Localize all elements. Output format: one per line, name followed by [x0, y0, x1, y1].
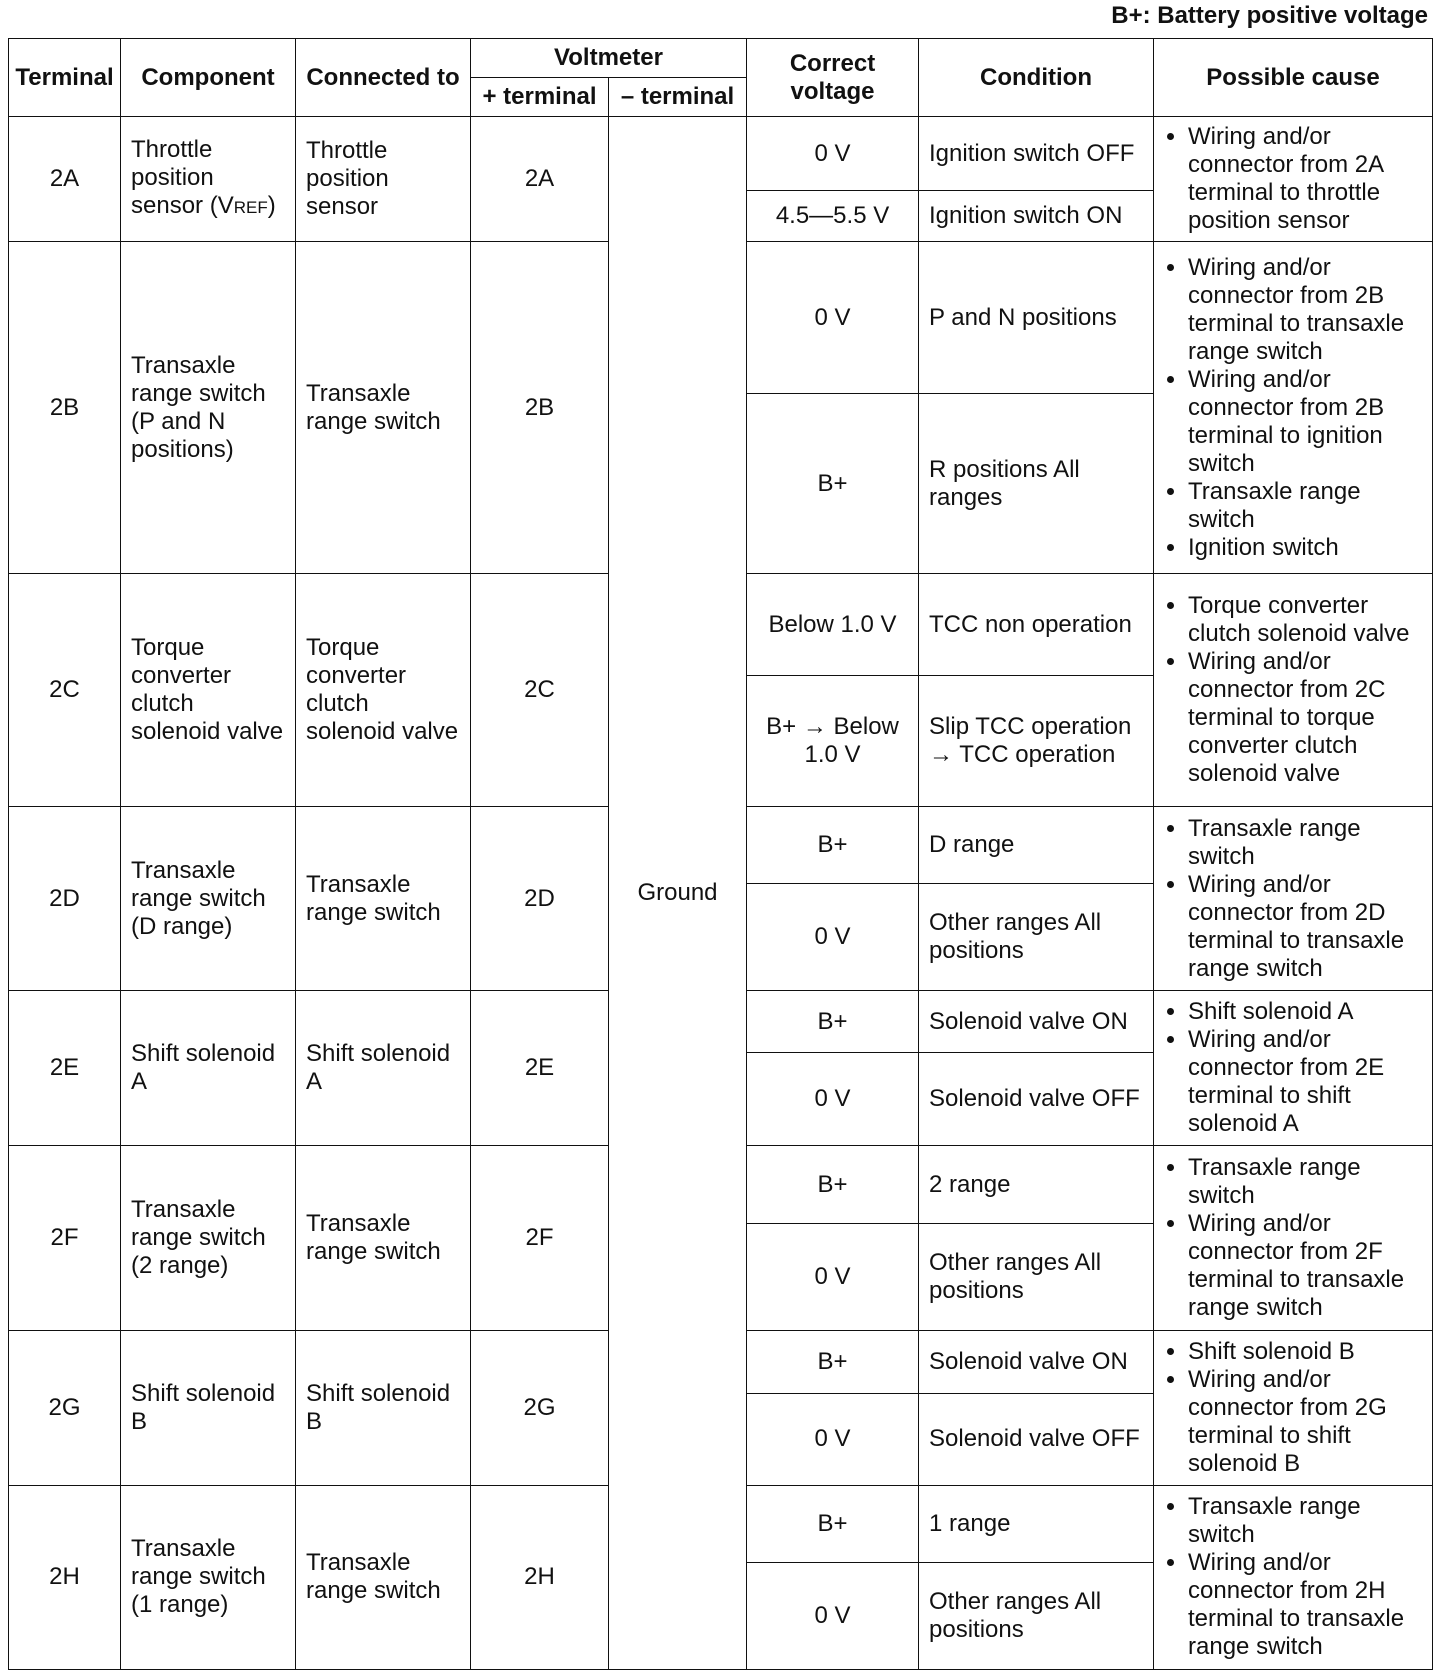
terminal-cell: 2F	[9, 1146, 121, 1330]
plus-terminal-cell: 2C	[471, 574, 609, 807]
correct-voltage-cell: 0 V	[747, 242, 919, 393]
cause-list	[1164, 1154, 1422, 1322]
header-connected-to: Connected to	[296, 39, 471, 117]
plus-terminal-cell: 2A	[471, 117, 609, 242]
plus-terminal-cell: 2H	[471, 1485, 609, 1669]
connected-to-cell: Transaxle range switch	[296, 242, 471, 574]
cause-item: • Ignition switch	[1188, 534, 1422, 562]
correct-voltage-cell: Below 1.0 V	[747, 574, 919, 676]
cause-list	[1164, 1338, 1422, 1478]
condition-cell: Slip TCC operation → TCC operation	[919, 676, 1154, 807]
correct-voltage-cell: 0 V	[747, 1394, 919, 1485]
table-header	[9, 39, 1433, 117]
cause-list	[1164, 998, 1422, 1138]
connected-to-cell: Shift solenoid B	[296, 1330, 471, 1485]
component-cell: Transaxle range switch (2 range)	[121, 1146, 296, 1330]
header-voltmeter: Voltmeter	[471, 39, 747, 78]
header-terminal: Terminal	[9, 39, 121, 117]
condition-cell: Other ranges All positions	[919, 1223, 1154, 1330]
correct-voltage-cell: B+	[747, 1146, 919, 1223]
plus-terminal-cell: 2E	[471, 991, 609, 1146]
header-minus-terminal: – terminal	[609, 78, 747, 117]
component-text: Throttle position sensor (V	[131, 136, 234, 220]
cause-item: • Transaxle range switch	[1188, 478, 1422, 534]
component-subscript: REF	[233, 198, 268, 218]
correct-voltage-cell: B+	[747, 1485, 919, 1562]
header-correct-voltage: Correct voltage	[747, 39, 919, 117]
terminal-cell: 2C	[9, 574, 121, 807]
component-text-end: )	[267, 192, 276, 220]
table-body	[9, 117, 1433, 1670]
condition-cell: Other ranges All positions	[919, 1562, 1154, 1669]
possible-cause-cell	[1154, 807, 1433, 991]
condition-cell: 2 range	[919, 1146, 1154, 1223]
cause-item: • Transaxle range switch	[1188, 815, 1422, 871]
cause-item: • Wiring and/or connector from 2G terminal to shift solenoid B	[1188, 1366, 1422, 1478]
connected-to-cell: Shift solenoid A	[296, 991, 471, 1146]
cause-item: • Wiring and/or connector from 2A terminal to throttle position sensor	[1188, 123, 1422, 235]
component-cell: Transaxle range switch (1 range)	[121, 1485, 296, 1669]
cause-item: • Wiring and/or connector from 2B terminal to transaxle range switch	[1188, 254, 1422, 366]
connected-to-cell: Torque converter clutch solenoid valve	[296, 574, 471, 807]
plus-terminal-cell: 2D	[471, 807, 609, 991]
condition-cell: Solenoid valve OFF	[919, 1052, 1154, 1146]
terminal-cell: 2B	[9, 242, 121, 574]
possible-cause-cell	[1154, 1330, 1433, 1485]
connected-to-cell: Transaxle range switch	[296, 1146, 471, 1330]
condition-cell: Solenoid valve OFF	[919, 1394, 1154, 1485]
possible-cause-cell	[1154, 991, 1433, 1146]
connected-to-cell: Transaxle range switch	[296, 1485, 471, 1669]
cause-item: • Wiring and/or connector from 2B terminal to ignition switch	[1188, 366, 1422, 478]
possible-cause-cell	[1154, 1485, 1433, 1669]
connected-to-cell: Transaxle range switch	[296, 807, 471, 991]
terminal-cell: 2D	[9, 807, 121, 991]
component-cell: Transaxle range switch (P and N positions)	[121, 242, 296, 574]
cause-item: • Shift solenoid B	[1188, 1338, 1422, 1366]
cause-list	[1164, 123, 1422, 235]
terminal-cell: 2H	[9, 1485, 121, 1669]
possible-cause-cell	[1154, 117, 1433, 242]
terminal-cell: 2G	[9, 1330, 121, 1485]
correct-voltage-cell: 4.5—5.5 V	[747, 191, 919, 242]
cause-item: • Torque converter clutch solenoid valve	[1188, 592, 1422, 648]
condition-cell: TCC non operation	[919, 574, 1154, 676]
component-cell: Torque converter clutch solenoid valve	[121, 574, 296, 807]
header-component: Component	[121, 39, 296, 117]
correct-voltage-cell: B+	[747, 807, 919, 884]
correct-voltage-cell: 0 V	[747, 117, 919, 191]
correct-voltage-cell: B+	[747, 991, 919, 1052]
cause-item: • Transaxle range switch	[1188, 1493, 1422, 1549]
plus-terminal-cell: 2G	[471, 1330, 609, 1485]
correct-voltage-cell: 0 V	[747, 1223, 919, 1330]
terminal-cell: 2A	[9, 117, 121, 242]
table-row	[9, 117, 1433, 191]
correct-voltage-cell: 0 V	[747, 1562, 919, 1669]
cause-item: • Wiring and/or connector from 2H terminal to transaxle range switch	[1188, 1549, 1422, 1661]
component-cell: Shift solenoid A	[121, 991, 296, 1146]
cause-item: • Shift solenoid A	[1188, 998, 1422, 1026]
cause-item: • Wiring and/or connector from 2F terminal to transaxle range switch	[1188, 1210, 1422, 1322]
condition-cell: P and N positions	[919, 242, 1154, 393]
plus-terminal-cell: 2B	[471, 242, 609, 574]
condition-cell: Solenoid valve ON	[919, 1330, 1154, 1394]
battery-voltage-note: B+: Battery positive voltage	[1111, 2, 1428, 29]
component-cell: Transaxle range switch (D range)	[121, 807, 296, 991]
cause-item: • Transaxle range switch	[1188, 1154, 1422, 1210]
cause-list	[1164, 815, 1422, 983]
component-cell: Shift solenoid B	[121, 1330, 296, 1485]
correct-voltage-cell: B+	[747, 393, 919, 573]
cause-list	[1164, 254, 1422, 562]
condition-cell: D range	[919, 807, 1154, 884]
cause-list	[1164, 592, 1422, 788]
possible-cause-cell	[1154, 1146, 1433, 1330]
cause-item: • Wiring and/or connector from 2E terminal to shift solenoid A	[1188, 1026, 1422, 1138]
condition-cell: Ignition switch OFF	[919, 117, 1154, 191]
terminal-voltage-table	[8, 38, 1433, 1670]
component-cell	[121, 117, 296, 242]
minus-terminal-ground-cell: Ground	[609, 117, 747, 1670]
condition-cell: R positions All ranges	[919, 393, 1154, 573]
correct-voltage-cell: 0 V	[747, 1052, 919, 1146]
plus-terminal-cell: 2F	[471, 1146, 609, 1330]
condition-cell: 1 range	[919, 1485, 1154, 1562]
correct-voltage-cell: 0 V	[747, 883, 919, 991]
header-plus-terminal: + terminal	[471, 78, 609, 117]
correct-voltage-cell: B+	[747, 1330, 919, 1394]
possible-cause-cell	[1154, 242, 1433, 574]
condition-cell: Other ranges All positions	[919, 883, 1154, 991]
header-possible-cause: Possible cause	[1154, 39, 1433, 117]
cause-list	[1164, 1493, 1422, 1661]
terminal-cell: 2E	[9, 991, 121, 1146]
header-condition: Condition	[919, 39, 1154, 117]
connected-to-cell: Throttle position sensor	[296, 117, 471, 242]
condition-cell: Solenoid valve ON	[919, 991, 1154, 1052]
possible-cause-cell	[1154, 574, 1433, 807]
cause-item: • Wiring and/or connector from 2C terminal to torque converter clutch solenoid valve	[1188, 648, 1422, 788]
condition-cell: Ignition switch ON	[919, 191, 1154, 242]
cause-item: • Wiring and/or connector from 2D terminal to transaxle range switch	[1188, 871, 1422, 983]
correct-voltage-cell: B+ → Below 1.0 V	[747, 676, 919, 807]
